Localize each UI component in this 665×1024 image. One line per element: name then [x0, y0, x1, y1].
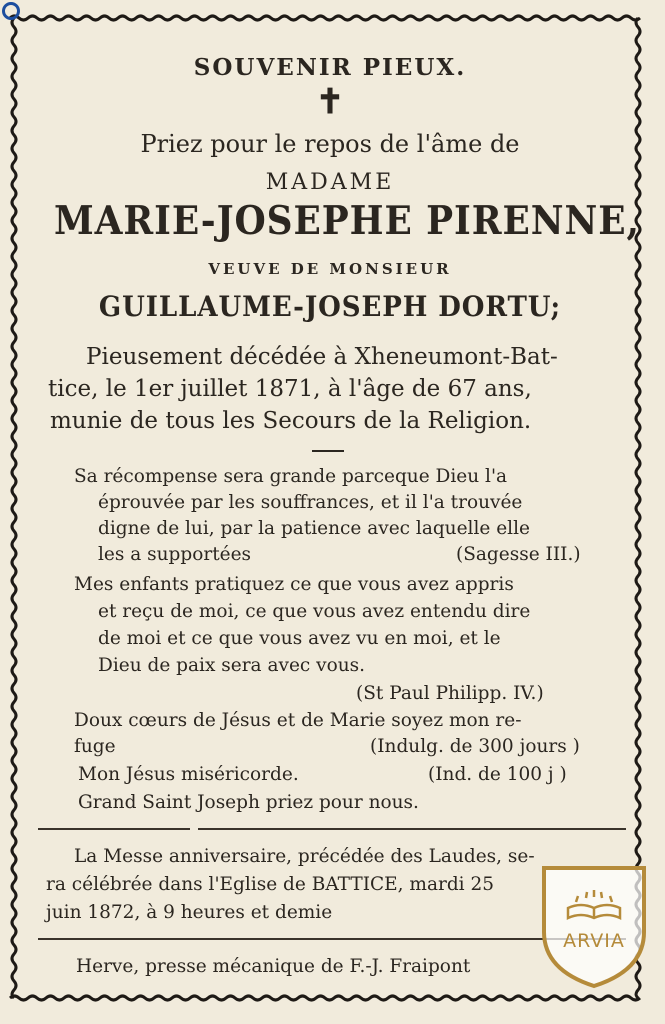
prayer-line: Doux cœurs de Jésus et de Marie soyez mon re- — [74, 710, 522, 731]
death-notice-line: munie de tous les Secours de la Religion. — [50, 408, 532, 434]
citation: (Indulg. de 300 jours ) — [370, 736, 580, 757]
prayer-line: de moi et ce que vous avez vu en moi, et le — [98, 628, 501, 649]
watermark-text: ARVIA — [563, 930, 625, 952]
husband-name: GUILLAUME-JOSEPH DORTU; — [98, 290, 562, 323]
prayer-line: Mes enfants pratiquez ce que vous avez appris — [74, 574, 514, 595]
citation: (Ind. de 100 j ) — [428, 764, 567, 785]
prayer-line: digne de lui, par la patience avec laquelle elle — [98, 518, 530, 539]
card-title: SOUVENIR PIEUX. — [193, 54, 467, 81]
citation: (St Paul Philipp. IV.) — [356, 683, 544, 704]
separator-dash — [312, 450, 344, 452]
anniversary-line: La Messe anniversaire, précédée des Laudes, se- — [74, 846, 535, 867]
horizontal-rule — [38, 828, 626, 830]
prayer-line: et reçu de moi, ce que vous avez entendu dire — [98, 601, 531, 622]
arvia-watermark-logo — [538, 862, 650, 990]
prayer-line: Grand Saint Joseph priez pour nous. — [78, 792, 419, 813]
shield-icon — [538, 862, 650, 990]
prayer-line: Sa récompense sera grande parceque Dieu l'a — [74, 466, 508, 487]
prayer-line: fuge — [74, 736, 116, 757]
prayer-line: les a supportées — [98, 544, 252, 565]
death-notice-line: Pieusement décédée à Xheneumont-Bat- — [86, 344, 558, 370]
cross-icon: ✝ — [315, 82, 345, 122]
rule-gap — [190, 826, 198, 831]
honorific: MADAME — [265, 170, 395, 195]
deceased-name: MARIE-JOSEPHE PIRENNE, — [54, 198, 640, 244]
prayer-request: Priez pour le repos de l'âme de — [140, 130, 520, 158]
corner-mark — [2, 2, 20, 20]
citation: (Sagesse III.) — [456, 544, 581, 565]
death-notice-line: tice, le 1er juillet 1871, à l'âge de 67 ans, — [48, 376, 532, 402]
prayer-line: Mon Jésus miséricorde. — [78, 764, 299, 785]
anniversary-line: ra célébrée dans l'Eglise de BATTICE, mardi 25 — [46, 874, 495, 895]
prayer-line: éprouvée par les souffrances, et il l'a trouvée — [98, 492, 523, 513]
widow-of-label: VEUVE DE MONSIEUR — [208, 260, 452, 278]
anniversary-line: juin 1872, à 9 heures et demie — [46, 902, 333, 923]
printer-credit: Herve, presse mécanique de F.-J. Fraipont — [76, 956, 471, 977]
prayer-line: Dieu de paix sera avec vous. — [98, 655, 366, 676]
